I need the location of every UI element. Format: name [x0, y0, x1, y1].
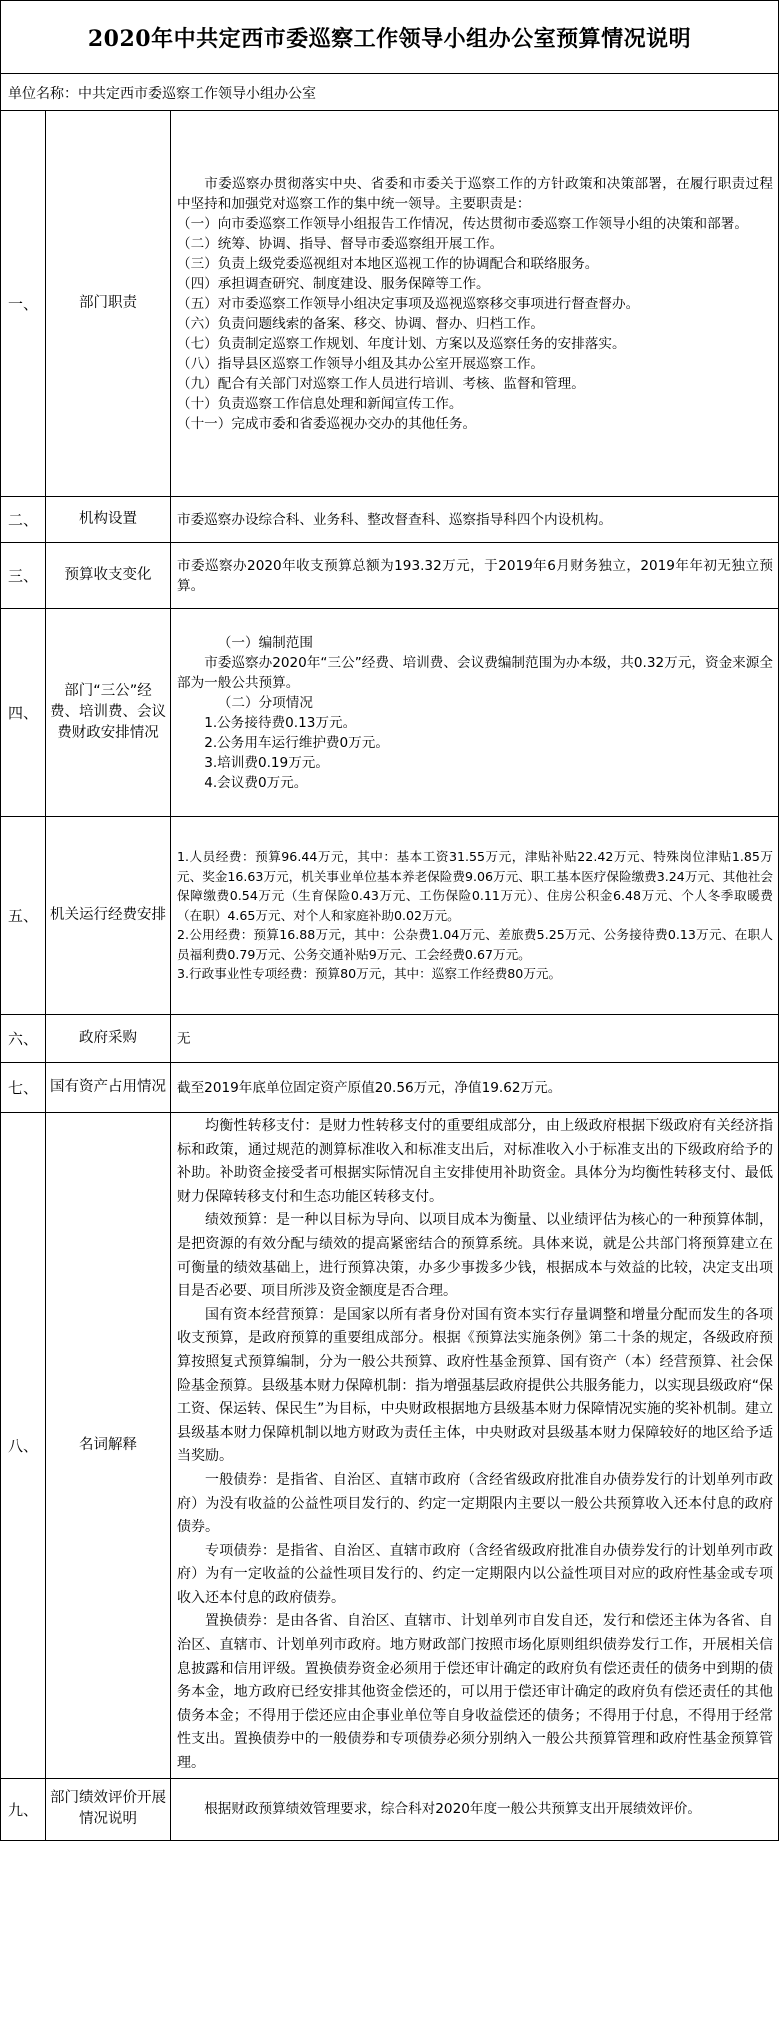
glossary-paragraph: 均衡性转移支付：是财力性转移支付的重要组成部分，由上级政府根据下级政府有关经济指标和政策，通过规范的测算标准收入和标准支出后，对标准收入小于标准支出的下级政府给予的补助。补助资金接受者可根据实际情况自主安排使用补助资金。具体分为均衡性转移支付、最低财力保障转移支付和生态功能区转移支付。: [177, 1118, 773, 1205]
glossary-content: [171, 1113, 779, 1779]
procurement-content: 无: [171, 1015, 779, 1063]
duty-item: （四）承担调查研究、制度建设、服务保障等工作。: [177, 275, 490, 292]
row-three-public-expenses: [1, 609, 779, 817]
row-label: 部门绩效评价开展情况说明: [46, 1778, 171, 1840]
row-number: 五、: [1, 817, 46, 1015]
glossary-paragraph: 一般债券：是指省、自治区、直辖市政府（含经省级政府批准自办债券发行的计划单列市政府）为没有收益的公益性项目发行的、约定一定期限内主要以一般公共预算收入还本付息的政府债券。: [177, 1471, 773, 1536]
row-label: 机关运行经费安排: [46, 817, 171, 1015]
performance-content: [171, 1778, 779, 1840]
duty-item: （十）负责巡察工作信息处理和新闻宣传工作。: [177, 395, 463, 412]
state-assets-content: 截至2019年底单位固定资产原值20.56万元，净值19.62万元。: [171, 1063, 779, 1113]
row-label: 部门职责: [46, 111, 171, 497]
row-operating-funds: [1, 817, 779, 1015]
duty-item: （一）向市委巡察工作领导小组报告工作情况，传达贯彻市委巡察工作领导小组的决策和部署。: [177, 215, 748, 232]
glossary-paragraph: 国有资本经营预算：是国家以所有者身份对国有资本实行存量调整和增量分配而发生的各项收支预算，是政府预算的重要组成部分。根据《预算法实施条例》第二十条的规定，各级政府预算按照复式预算编制，分为一般公共预算、政府性基金预算、国有资产（本）经营预算、社会保险基金预算。县级基本财力保障机制：指为增强基层政府提供公共服务能力，以实现县级政府“保工资、保运转、保民生”为目标，中央财政根据地方县级基本财力保障情况实施的奖补机制。建立县级基本财力保障机制以地方财政为责任主体，中央财政对县级基本财力保障较好的地区给予适当奖励。: [177, 1306, 773, 1465]
row-state-assets: [1, 1063, 779, 1113]
row-label: 部门“三公”经费、培训费、会议费财政安排情况: [46, 609, 171, 817]
row-government-procurement: [1, 1015, 779, 1063]
row-number: 七、: [1, 1063, 46, 1113]
row-budget-change: [1, 543, 779, 609]
duty-item: （二）统筹、协调、指导、督导市委巡察组开展工作。: [177, 235, 504, 252]
row-number: 一、: [1, 111, 46, 497]
duty-item: （三）负责上级党委巡视组对本地区巡视工作的协调配合和联络服务。: [177, 255, 599, 272]
duties-content: [171, 111, 779, 497]
paragraph: 市委巡察办2020年“三公”经费、培训费、会议费编制范围为办本级，共0.32万元，资金来源全部为一般公共预算。: [177, 654, 773, 691]
row-number: 四、: [1, 609, 46, 817]
paragraph: 根据财政预算绩效管理要求，综合科对2020年度一般公共预算支出开展绩效评价。: [204, 1801, 701, 1818]
glossary-paragraph: 专项债券：是指省、自治区、直辖市政府（含经省级政府批准自办债券发行的计划单列市政府）为有一定收益的公益性项目发行的、约定一定期限内以公益性项目对应的政府性基金或专项收入还本付息的政府债券。: [177, 1542, 773, 1606]
list-item: 1.公务接待费0.13万元。: [204, 714, 357, 731]
row-number: 九、: [1, 1778, 46, 1840]
list-item: 2.公务用车运行维护费0万元。: [204, 734, 389, 751]
subheading: （一）编制范围: [217, 634, 313, 651]
row-number: 二、: [1, 497, 46, 543]
row-department-duties: [1, 111, 779, 497]
list-item: 3.培训费0.19万元。: [204, 754, 329, 771]
duty-item: （九）配合有关部门对巡察工作人员进行培训、考核、监督和管理。: [177, 375, 585, 392]
row-glossary: [1, 1113, 779, 1779]
row-organization: [1, 497, 779, 543]
subheading: （二）分项情况: [217, 694, 313, 711]
list-item: 1.人员经费：预算96.44万元，其中：基本工资31.55万元，津贴补贴22.42万元、特殊岗位津贴1.85万元、奖金16.63万元，机关事业单位基本养老保险费9.06万元、职工基本医疗保险缴费3.24万元、其他社会保障缴费0.54万元（生育保险0.43万元、工伤保险0.11万元）、住房公积金6.48万元、个人冬季取暖费（在职）4.65万元、对个人和家庭补助0.02万元。: [177, 849, 773, 923]
glossary-paragraph: 置换债券：是由各省、自治区、直辖市、计划单列市自发自还，发行和偿还主体为各省、自治区、直辖市、计划单列市政府。地方财政部门按照市场化原则组织债券发行工作，开展相关信息披露和信用评级。置换债券资金必须用于偿还审计确定的政府负有偿还责任的债务中到期的债务本金，地方政府已经安排其他资金偿还的，可以用于偿还审计确定的政府负有偿还责任的其他债务本金；不得用于偿还应由企事业单位等自身收益偿还的债务；不得用于付息，不得用于经常性支出。置换债券中的一般债券和专项债券必须分别纳入一般公共预算管理和政府性基金预算管理。: [177, 1613, 773, 1772]
row-label: 国有资产占用情况: [46, 1063, 171, 1113]
row-number: 八、: [1, 1113, 46, 1779]
budget-change-content: 市委巡察办2020年收支预算总额为193.32万元，于2019年6月财务独立，2019年年初无独立预算。: [171, 543, 779, 609]
duty-item: （六）负责问题线索的备案、移交、协调、督办、归档工作。: [177, 315, 545, 332]
row-number: 六、: [1, 1015, 46, 1063]
row-label: 机构设置: [46, 497, 171, 543]
list-item: 2.公用经费：预算16.88万元，其中：公杂费1.04万元、差旅费5.25万元、公务接待费0.13万元、在职人员福利费0.79万元、公务交通补贴9万元、工会经费0.67万元。: [177, 927, 773, 962]
list-item: 3.行政事业性专项经费：预算80万元，其中：巡察工作经费80万元。: [177, 966, 562, 982]
glossary-paragraph: 绩效预算：是一种以目标为导向、以项目成本为衡量、以业绩评估为核心的一种预算体制，是把资源的有效分配与绩效的提高紧密结合的预算系统。具体来说，就是公共部门将预算建立在可衡量的绩效基础上，进行预算决策，办多少事拨多少钱，根据成本与效益的比较，决定支出项目是否必要、项目所涉及资金额度是否合理。: [177, 1212, 773, 1300]
organization-content: 市委巡察办设综合科、业务科、整改督查科、巡察指导科四个内设机构。: [171, 497, 779, 543]
duty-item: （七）负责制定巡察工作规划、年度计划、方案以及巡察任务的安排落实。: [177, 335, 626, 352]
budget-table: [0, 110, 779, 1841]
document-title: 2020年中共定西市委巡察工作领导小组办公室预算情况说明: [0, 0, 779, 74]
row-number: 三、: [1, 543, 46, 609]
duty-item: （五）对市委巡察工作领导小组决定事项及巡视巡察移交事项进行督查督办。: [177, 295, 640, 312]
duty-item: （八）指导县区巡察工作领导小组及其办公室开展巡察工作。: [177, 355, 545, 372]
row-performance-evaluation: [1, 1778, 779, 1840]
duties-intro: 市委巡察办贯彻落实中央、省委和市委关于巡察工作的方针政策和决策部署，在履行职责过程中坚持和加强党对巡察工作的集中统一领导。主要职责是：: [177, 175, 773, 212]
row-label: 政府采购: [46, 1015, 171, 1063]
row-label: 预算收支变化: [46, 543, 171, 609]
list-item: 4.会议费0万元。: [204, 774, 308, 791]
duty-item: （十一）完成市委和省委巡视办交办的其他任务。: [177, 415, 477, 432]
unit-name-line: 单位名称：中共定西市委巡察工作领导小组办公室: [0, 73, 779, 111]
three-public-content: [171, 609, 779, 817]
row-label: 名词解释: [46, 1113, 171, 1779]
operating-funds-content: [171, 817, 779, 1015]
